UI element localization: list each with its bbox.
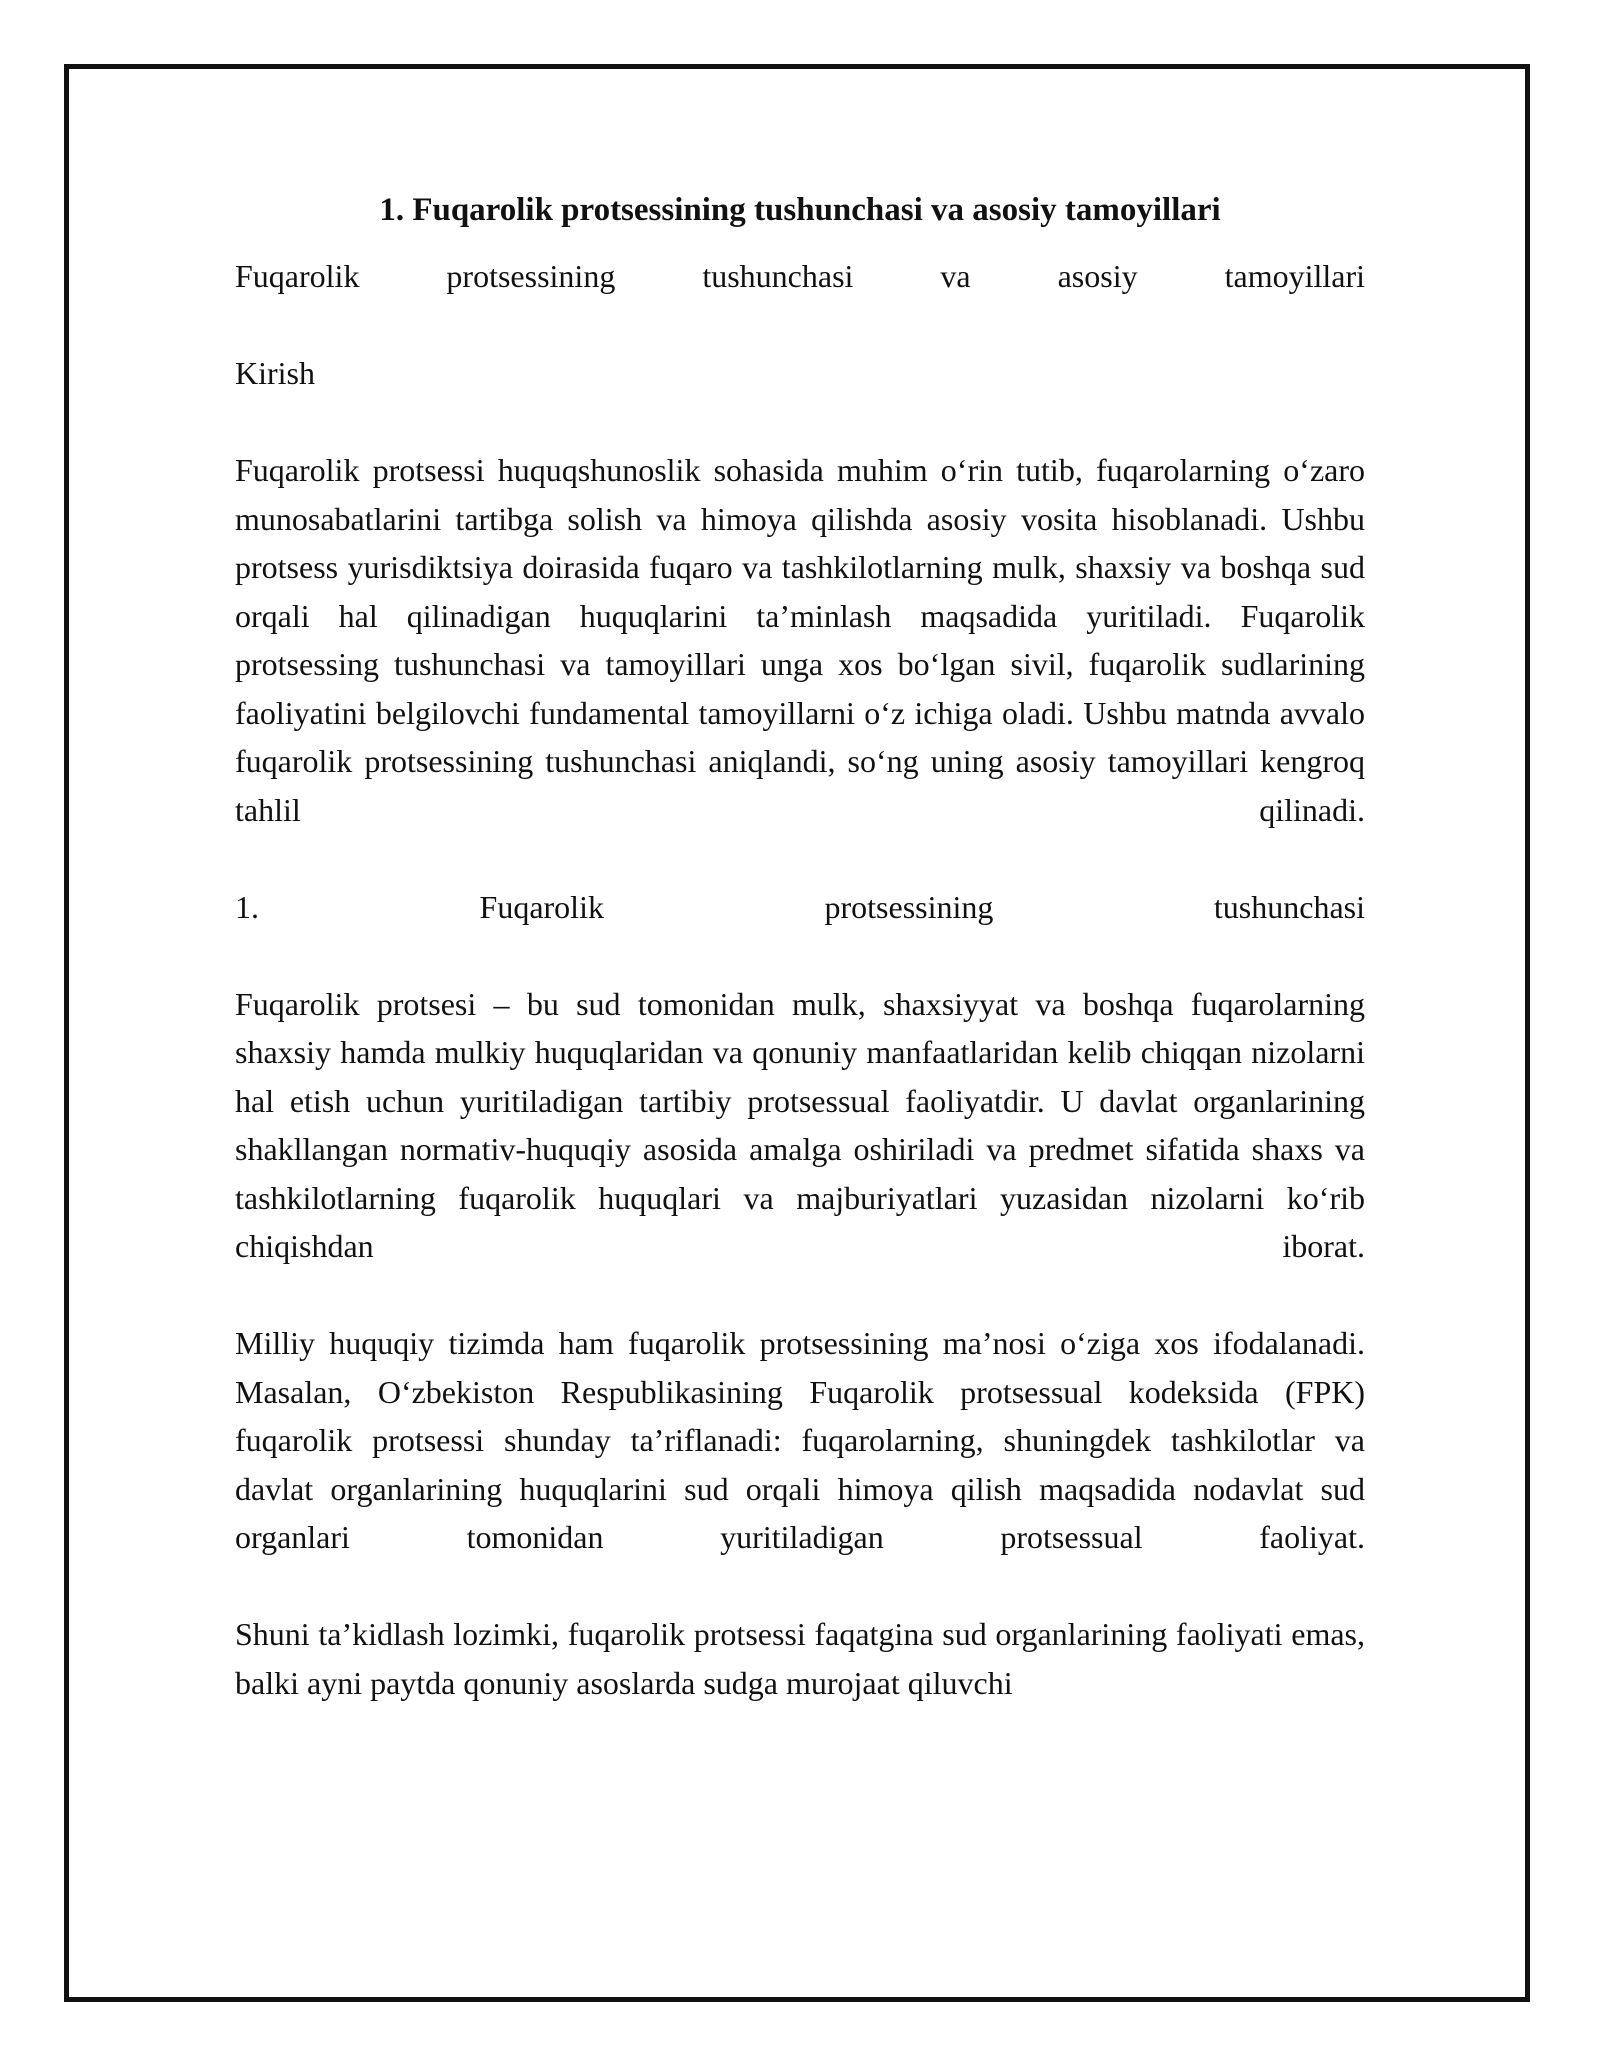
- subtitle-paragraph: Fuqarolik protsessining tushunchasi va asosiy tamoyillari: [235, 258, 1365, 294]
- national-system-paragraph: Milliy huquqiy tizimda ham fuqarolik protsessining ma’nosi o‘ziga xos ifodalanadi. Masalan, O‘zbekiston Respublikasining Fuqarolik protsessual kodeksida (FPK) fuqarolik protsessi shunday ta’riflanadi: fuqarolarning, shuningdek tashkilotlar va davlat organlarining huquqlarini sud orqali himoya qilish maqsadida nodavlat sud organlari tomonidan yuritiladigan protsessual faoliyat.: [235, 1325, 1365, 1555]
- page-title: 1. Fuqarolik protsessining tushunchasi va asosiy tamoyillari: [379, 192, 1221, 228]
- section-heading-kirish: Kirish: [235, 355, 315, 391]
- emphasis-paragraph: Shuni ta’kidlash lozimki, fuqarolik protsessi faqatgina sud organlarining faoliyati emas, balki ayni paytda qonuniy asoslarda sudga murojaat qiluvchi: [235, 1616, 1365, 1701]
- intro-paragraph: Fuqarolik protsessi huquqshunoslik sohasida muhim o‘rin tutib, fuqarolarning o‘zaro munosabatlarini tartibga solish va himoya qilishda asosiy vosita hisoblanadi. Ushbu protsess yurisdiktsiya doirasida fuqaro va tashkilotlarning mulk, shaxsiy va boshqa sud orqali hal qilinadigan huquqlarini ta’minlash maqsadida yuritiladi. Fuqarolik protsessing tushunchasi va tamoyillari unga xos bo‘lgan sivil, fuqarolik sudlarining faoliyatini belgilovchi fundamental tamoyillarni o‘z ichiga oladi. Ushbu matnda avvalo fuqarolik protsessining tushunchasi aniqlandi, so‘ng uning asosiy tamoyillari kengroq tahlil qilinadi.: [235, 452, 1365, 828]
- section-heading-1: 1. Fuqarolik protsessining tushunchasi: [235, 888, 1365, 925]
- definition-paragraph: Fuqarolik protsesi – bu sud tomonidan mulk, shaxsiyyat va boshqa fuqarolarning shaxsiy hamda mulkiy huquqlaridan va qonuniy manfaatlaridan kelib chiqqan nizolarni hal etish uchun yuritiladigan tartibiy protsessual faoliyatdir. U davlat organlarining shakllangan normativ-huquqiy asosida amalga oshiriladi va predmet sifatida shaxs va tashkilotlarning fuqarolik huquqlari va majburiyatlari yuzasidan nizolarni ko‘rib chiqishdan iborat.: [235, 985, 1365, 1264]
- document-body: [235, 188, 1365, 1707]
